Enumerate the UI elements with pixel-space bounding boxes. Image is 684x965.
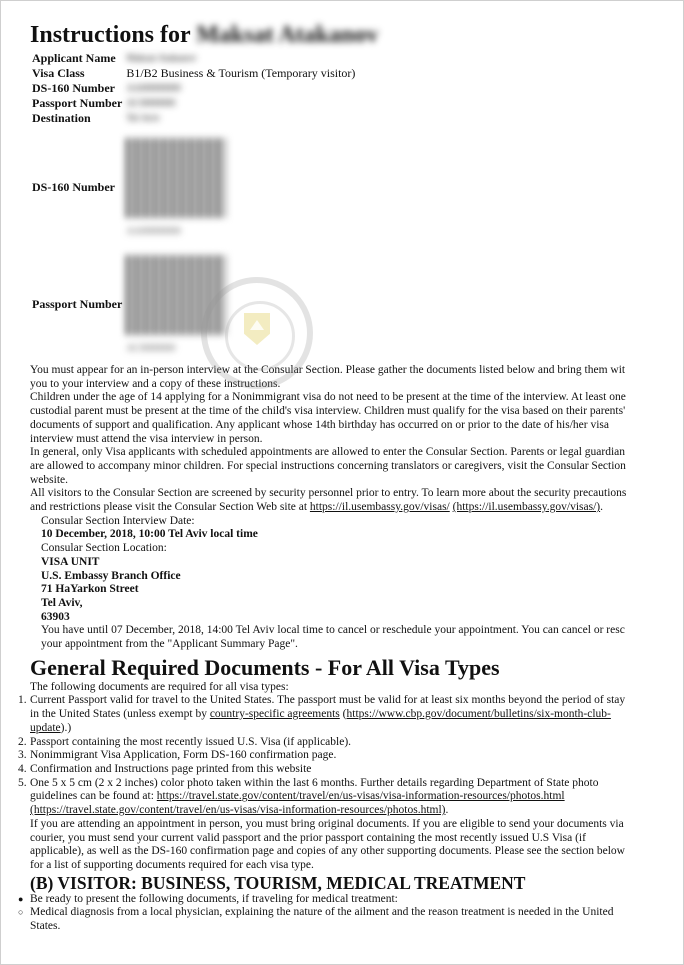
info-label: Visa Class <box>32 66 85 80</box>
country-agreements-link[interactable]: country-specific agreements <box>209 708 340 721</box>
item-text: ( <box>339 708 347 721</box>
ds160-barcode-image <box>126 138 226 218</box>
para-line: custodial parent must be present at the time of the child's visa interview. Children must qualify for the visa based on their parents' <box>30 405 626 418</box>
list-number: 5. <box>18 776 27 789</box>
location-line: 71 HaYarkon Street <box>41 583 139 596</box>
location-line: VISA UNIT <box>41 555 100 568</box>
list-item <box>18 694 680 735</box>
interview-details <box>30 515 680 652</box>
entry-policy-paragraph <box>30 446 680 487</box>
item-text: One 5 x 5 cm (2 x 2 inches) color photo taken within the last 6 months. Further details regarding Department of State photo <box>30 776 599 789</box>
item-text: ).) <box>60 721 72 734</box>
para-line: interview must attend the visa interview in person. <box>30 432 263 445</box>
item-text: Confirmation and Instructions page printed from this website <box>30 762 312 775</box>
para-line: are allowed to accompany minor children. For special instructions concerning translators or caregivers, visit the Consular Section <box>30 459 626 472</box>
para-line: documents of support and qualification. Any applicant whose 14th birthday has occurred on or prior to the date of his/her visa <box>30 418 610 431</box>
cbp-url-link[interactable]: https://www.cbp.gov/document/bulletins/six-month-club- <box>346 708 611 721</box>
para-line: you to your interview and a copy of these instructions. <box>30 377 281 390</box>
item-text: Current Passport valid for travel to the United States. The passport must be valid for at least six months beyond the period of stay <box>30 694 626 707</box>
para-line: courier, you must send your current valid passport and the prior passport containing the most recently issued U.S Visa (if <box>30 831 586 844</box>
interview-location-label: Consular Section Location: <box>41 542 167 555</box>
cancel-deadline-paragraph <box>41 624 680 651</box>
info-label: Applicant Name <box>32 51 116 65</box>
location-line: Tel Aviv, <box>41 596 83 609</box>
document-content <box>18 21 680 934</box>
list-item <box>18 749 680 763</box>
original-documents-paragraph <box>30 818 680 873</box>
para-line: If you are attending an appointment in person, you must bring original documents. If you are eligible to send your documents via <box>30 817 624 830</box>
info-row <box>30 96 357 111</box>
list-number: 4. <box>18 762 27 775</box>
item-text: in the United States (unless exempt by <box>30 708 210 721</box>
para-line: and restrictions please visit the Consular Section Web site at <box>30 501 310 514</box>
passport-barcode-label: Passport Number <box>32 297 123 311</box>
info-label: DS-160 Number <box>32 81 115 95</box>
children-paragraph <box>30 391 680 446</box>
info-value-redacted: Maksat Atakanov <box>126 53 197 64</box>
list-item <box>18 735 680 750</box>
info-row <box>30 66 357 81</box>
para-line: for a list of supporting documents required for each visa type. <box>30 858 314 871</box>
title-prefix: Instructions for <box>30 22 191 48</box>
para-line: You have until 07 December, 2018, 14:00 Tel Aviv local time to cancel or reschedule your appointment. You can cancel or resc <box>41 624 625 637</box>
general-documents-list <box>18 694 680 817</box>
item-text: Nonimmigrant Visa Application, Form DS-160 confirmation page. <box>30 749 337 762</box>
bullet-icon: ● <box>18 893 24 904</box>
list-number: 3. <box>18 749 27 762</box>
info-row <box>30 111 357 126</box>
consular-section-url-link[interactable]: (https://il.usembassy.gov/visas/) <box>452 501 601 514</box>
info-row <box>30 51 357 66</box>
item-text: Be ready to present the following documents, if traveling for medical treatment: <box>30 892 398 905</box>
para-line: applicable), as well as the DS-160 confirmation page and copies of any other supporting documents. Please see the section below <box>30 845 625 858</box>
info-value: B1/B2 Business & Tourism (Temporary visitor) <box>126 66 356 80</box>
interview-requirement-paragraph <box>30 364 680 391</box>
item-text: guidelines can be found at: <box>30 790 157 803</box>
info-label: Destination <box>32 111 91 125</box>
para-line: In general, only Visa applicants with scheduled appointments are allowed to enter the Consular Section. Parents or legal guardian <box>30 446 626 459</box>
info-label: Passport Number <box>32 96 123 110</box>
item-text: . <box>445 804 449 817</box>
agency-seal-stamp <box>201 277 313 389</box>
arrow-up-icon <box>250 320 264 330</box>
list-item <box>18 906 680 933</box>
location-line: U.S. Embassy Branch Office <box>41 569 181 582</box>
security-paragraph <box>30 487 680 514</box>
item-text: States. <box>30 920 61 933</box>
location-line: 63903 <box>41 610 70 623</box>
ds160-barcode-caption: AA00000000 <box>126 226 181 237</box>
page-title <box>30 21 680 49</box>
passport-barcode-caption: AC0000000 <box>126 343 176 354</box>
ds160-barcode-row <box>30 126 357 249</box>
info-value-redacted: AC0000000 <box>126 98 176 109</box>
visitor-documents-list <box>18 892 680 934</box>
para-punct: . <box>600 501 603 514</box>
para-line: Children under the age of 14 applying for a Nonimmigrant visa do not need to be present at the time of the interview. At least one <box>30 391 626 404</box>
photo-guidelines-url-link[interactable]: (https://travel.state.gov/content/travel/en/us-visas/visa-information-resources/photos.html) <box>30 804 446 817</box>
para-line: You must appear for an in-person interview at the Consular Section. Please gather the documents listed below and bring them wit <box>30 364 626 376</box>
para-line: your appointment from the "Applicant Summary Page". <box>41 638 298 651</box>
list-item <box>18 776 680 818</box>
para-line: All visitors to the Consular Section are screened by security personnel prior to entry. To learn more about the security precautions <box>30 487 627 500</box>
cbp-url-link-continued[interactable]: update <box>30 721 61 734</box>
item-text: Passport containing the most recently issued U.S. Visa (if applicable). <box>30 735 352 748</box>
bullet-icon: ○ <box>18 907 24 918</box>
general-documents-intro: The following documents are required for all visa types: <box>30 680 289 693</box>
general-documents-heading: General Required Documents - For All Visa Types <box>30 654 500 680</box>
photo-guidelines-link[interactable]: https://travel.state.gov/content/travel/en/us-visas/visa-information-resources/photos.html <box>156 790 565 803</box>
consular-section-link[interactable]: https://il.usembassy.gov/visas/ <box>309 501 450 514</box>
ds160-barcode-label: DS-160 Number <box>32 180 115 194</box>
list-number: 1. <box>18 694 27 707</box>
info-value-redacted: Tel Aviv <box>126 113 161 124</box>
para-line: website. <box>30 473 69 486</box>
item-text: Medical diagnosis from a local physician, explaining the nature of the ailment and the reason treatment is needed in the United <box>30 906 614 919</box>
interview-date-value: 10 December, 2018, 10:00 Tel Aviv local time <box>41 528 258 541</box>
visitor-section-heading: (B) VISITOR: BUSINESS, TOURISM, MEDICAL TREATMENT <box>30 872 526 893</box>
list-item <box>18 892 680 907</box>
list-item <box>18 762 680 777</box>
applicant-name-redacted: Maksat Atakanov <box>196 22 379 48</box>
instructions-body <box>18 364 680 934</box>
info-value-redacted: AA00000000 <box>126 83 181 94</box>
info-row <box>30 81 357 96</box>
interview-date-label: Consular Section Interview Date: <box>41 514 195 527</box>
list-number: 2. <box>18 735 27 748</box>
